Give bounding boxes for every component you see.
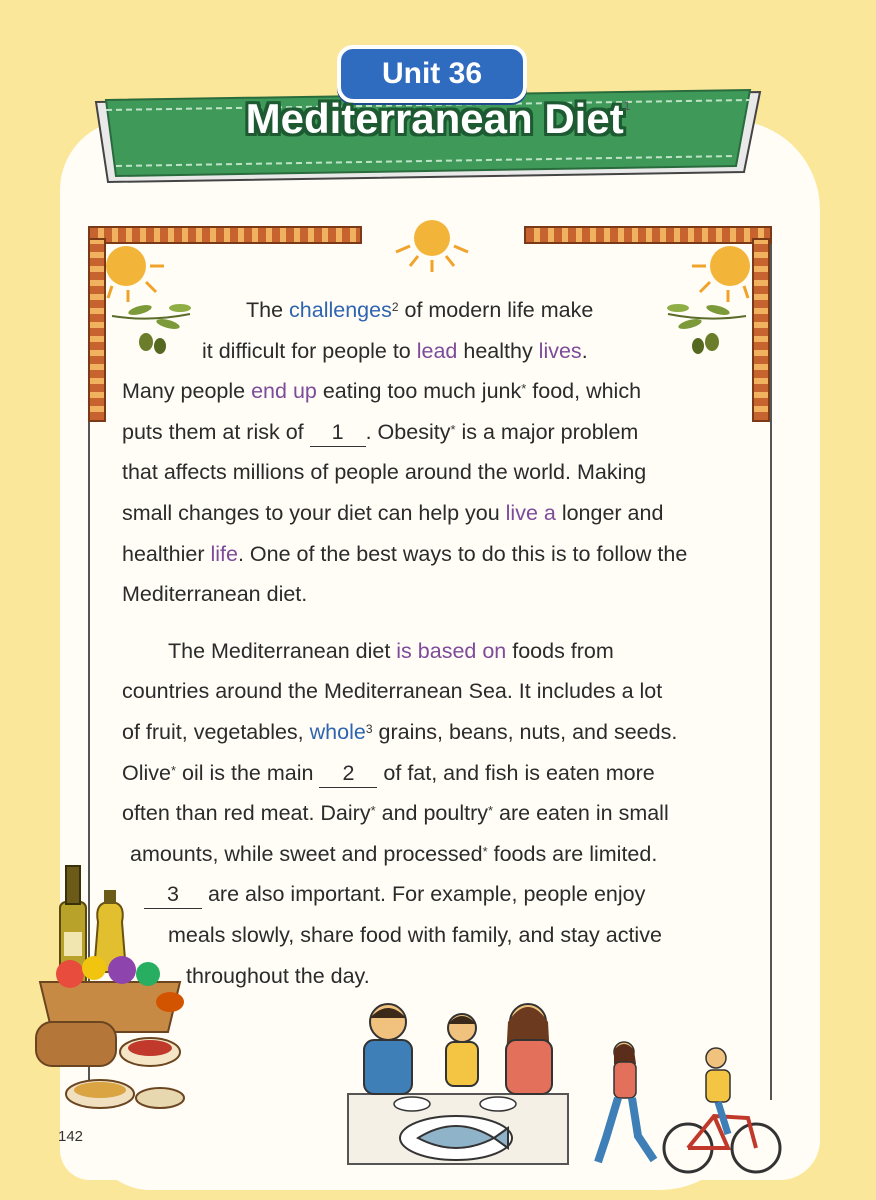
text-line: Many people end up eating too much junk* food, which [122,379,642,404]
title-footnote-marker: 1 [623,99,631,113]
text-line: healthier life. One of the best ways to do this is to follow the [122,541,688,566]
blank-2: 2 [319,759,377,788]
keyword-end-up: end up [251,379,317,404]
glossary-star: * [450,421,456,437]
text-line: meals slowly, share food with family, and stay active [168,922,662,947]
keyword-live-a: live a [505,500,556,525]
glossary-star: * [170,762,177,778]
keyword-life: life [210,541,238,566]
text-line: amounts, while sweet and processed* foods are limited. [130,841,658,866]
text-line: The Mediterranean diet is based on foods from [168,638,614,663]
reading-passage [122,290,734,996]
footnote-marker: 2 [391,300,399,314]
glossary-star: * [482,843,488,859]
paragraph-1 [122,290,734,615]
text-line: countries around the Mediterranean Sea. It includes a lot [122,679,663,704]
text-line: Olive* oil is the main 2 of fat, and fish is eaten more [122,753,734,794]
footnote-marker: 3 [365,721,373,736]
keyword-lives: lives [538,338,582,363]
blank-3: 3 [144,880,202,909]
family-dinner-illustration [328,998,588,1178]
mediterranean-food-illustration [30,862,200,1122]
walking-and-cycling-illustration [588,1038,788,1178]
frame-border-top-right [524,226,772,244]
blank-1: 1 [310,418,366,447]
frame-border-left [88,238,106,422]
text-line: often than red meat. Dairy* and poultry* are eaten in small [122,801,669,826]
glossary-star: * [521,381,527,397]
sun-icon [390,228,474,274]
text-line: that affects millions of people around the world. Making [122,460,647,485]
frame-border-top-left [88,226,362,244]
text-line: small changes to your diet can help you live a longer and [122,500,664,525]
paragraph-2 [122,631,734,996]
glossary-star: * [370,803,376,819]
page-number: 142 [58,1128,84,1145]
title-label: Mediterranean Diet [245,95,624,142]
keyword-is-based-on: is based on [396,638,507,663]
page-title [150,95,726,143]
text-line: 3 are also important. For example, people enjoy [122,874,734,915]
glossary-star: * [488,803,494,819]
text-line: Mediterranean diet. [122,582,308,607]
keyword-lead: lead [416,338,458,363]
text-line: throughout the day. [186,963,370,988]
unit-badge: Unit 36 [337,45,527,103]
frame-border-right [752,238,770,422]
text-line: of fruit, vegetables, whole$^3$ grains, beans, nuts, and seeds. [122,719,678,744]
keyword-challenges: challenges [289,298,392,322]
keyword-whole: whole [309,719,366,744]
text-line: puts them at risk of 1 . Obesity* is a major problem [122,412,734,453]
text-line: it difficult for people to lead healthy lives. [202,338,588,363]
text-line: The challenges$^2$ of modern life make [246,298,594,322]
